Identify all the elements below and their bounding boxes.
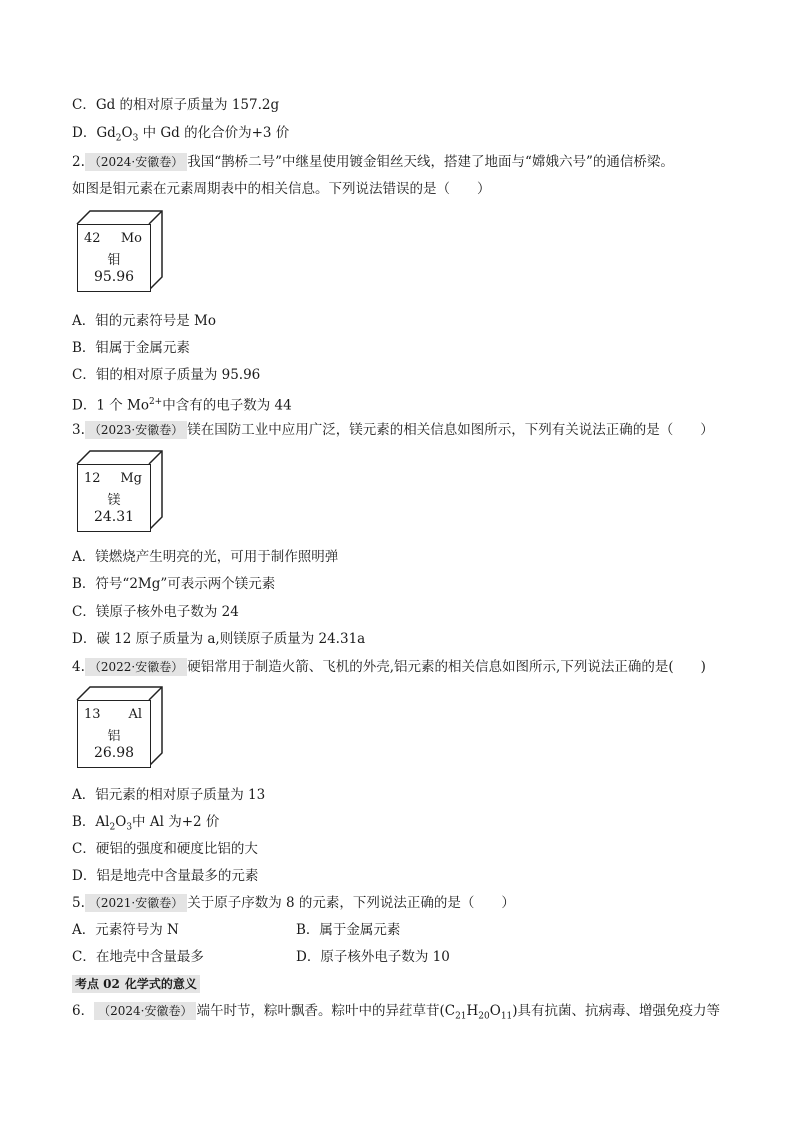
q4-element-card [72, 685, 167, 775]
section-title: 化学式的意义 [123, 975, 200, 993]
element-symbol: Mo [120, 231, 142, 246]
q4-option-d: D．铝是地壳中含量最多的元素 [72, 868, 259, 884]
q1-option-c: C．Gd 的相对原子质量为 157.2g [72, 97, 280, 113]
element-mass: 95.96 [93, 269, 135, 285]
q3-option-a: A．镁燃烧产生明亮的光，可用于制作照明弹 [72, 549, 339, 565]
element-number: 42 [84, 231, 101, 246]
q2-stem-line2: 如图是钼元素在元素周期表中的相关信息。下列说法错误的是（ ） [72, 181, 491, 197]
q1-option-d: D．$Gd_2O_3$ 中 Gd 的化合价为+3 价 [72, 125, 290, 144]
element-name: 钼 [107, 253, 121, 268]
q4-option-b: B．$Al_2O_3$中 Al 为+2 价 [72, 814, 220, 833]
q2-option-c: C．钼的相对原子质量为 95.96 [72, 367, 261, 383]
q5-option-d: D．原子核外电子数为 10 [296, 949, 450, 965]
section-label: 考点 02 [72, 975, 123, 993]
element-number: 13 [84, 707, 101, 722]
q5-stem: 5. （2021·安徽卷） 关于原子序数为 8 的元素，下列说法正确的是（ ） [72, 895, 515, 911]
q5-option-c: C．在地壳中含量最多 [72, 949, 204, 965]
q5-option-b: B．属于金属元素 [296, 922, 401, 938]
section-heading [72, 975, 200, 993]
q4-option-a: A．铝元素的相对原子质量为 13 [72, 787, 266, 803]
q3-source-tag: （2023·安徽卷） [85, 421, 187, 439]
element-name: 铝 [107, 729, 121, 744]
element-symbol: Al [128, 707, 142, 722]
q2-element-card [72, 209, 167, 299]
q6-stem: 6． （2024·安徽卷） 端午时节，粽叶飘香。粽叶中的异荭草苷$(C_{21}H_{20}O_{11})$具有抗菌、抗病毒、增强免疫力等 [72, 1003, 721, 1022]
q2-option-b: B．钼属于金属元素 [72, 340, 190, 356]
q4-stem: 4. （2022·安徽卷） 硬铝常用于制造火箭、飞机的外壳,铝元素的相关信息如图所示,下列说法正确的是( ) [72, 659, 706, 675]
q5-option-a: A．元素符号为 N [72, 922, 179, 938]
q2-source-tag: （2024·安徽卷） [85, 153, 187, 171]
q4-source-tag: （2022·安徽卷） [85, 658, 187, 676]
q3-stem: 3. （2023·安徽卷） 镁在国防工业中应用广泛，镁元素的相关信息如图所示，下列有关说法正确的是（ ） [72, 422, 714, 438]
q4-option-c: C．硬铝的强度和硬度比铝的大 [72, 841, 258, 857]
q6-source-tag: （2024·安徽卷） [94, 1002, 196, 1020]
q3-option-c: C．镁原子核外电子数为 24 [72, 604, 239, 620]
q3-option-d: D．碳 12 原子质量为 a,则镁原子质量为 24.31a [72, 631, 366, 647]
element-symbol: Mg [120, 471, 142, 486]
q2-option-a: A．钼的元素符号是 Mo [72, 313, 216, 329]
element-number: 12 [84, 471, 101, 486]
q3-option-b: B．符号“2Mg”可表示两个镁元素 [72, 576, 276, 592]
q2-option-d: D．1 个 $Mo^{2+}$中含有的电子数为 44 [72, 397, 292, 414]
q5-source-tag: （2021·安徽卷） [85, 894, 187, 912]
element-name: 镁 [107, 493, 121, 508]
element-mass: 24.31 [93, 509, 135, 525]
q2-stem-line1: 2. （2024·安徽卷） 我国“鹊桥二号”中继星使用镀金钼丝天线，搭建了地面与“嫦娥六号”的通信桥梁。 [72, 154, 674, 170]
element-mass: 26.98 [93, 745, 135, 761]
q3-element-card [72, 449, 167, 539]
